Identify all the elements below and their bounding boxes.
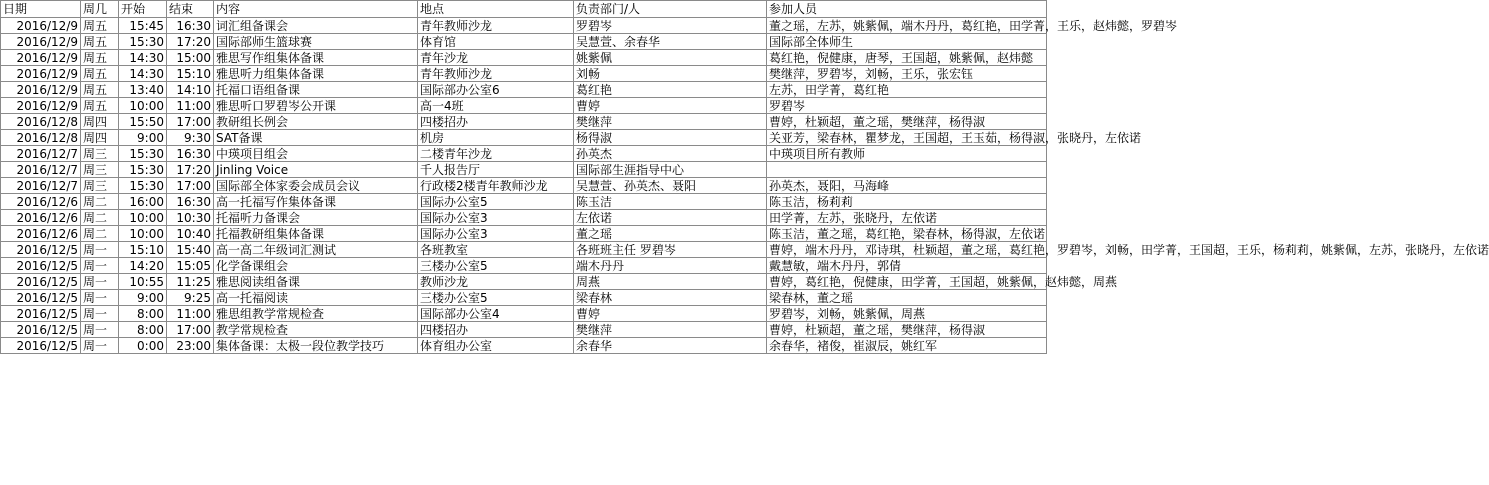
cell-attendees[interactable]: 梁春林，董之瑶: [767, 290, 1047, 306]
cell-start[interactable]: 15:50: [119, 114, 167, 130]
cell-content[interactable]: 中瑛项目组会: [214, 146, 418, 162]
cell-content[interactable]: 托福教研组集体备课: [214, 226, 418, 242]
cell-date[interactable]: 2016/12/5: [1, 338, 81, 354]
table-row: [1, 98, 1047, 114]
cell-owner[interactable]: 各班班主任 罗碧岑: [574, 242, 767, 258]
cell-date[interactable]: 2016/12/9: [1, 66, 81, 82]
cell-location[interactable]: 高一4班: [418, 98, 574, 114]
table-row: [1, 338, 1047, 354]
header-location[interactable]: 地点: [418, 1, 574, 18]
cell-date[interactable]: 2016/12/9: [1, 34, 81, 50]
cell-attendees[interactable]: 樊继萍，罗碧岑，刘畅，王乐，张宏钰: [767, 66, 1047, 82]
cell-start[interactable]: 9:00: [119, 290, 167, 306]
table-row: [1, 194, 1047, 210]
cell-start[interactable]: 10:55: [119, 274, 167, 290]
cell-location[interactable]: 国际办公室3: [418, 210, 574, 226]
cell-location[interactable]: 国际办公室3: [418, 226, 574, 242]
cell-end[interactable]: 17:20: [167, 34, 214, 50]
cell-weekday[interactable]: 周二: [81, 210, 119, 226]
cell-weekday[interactable]: 周四: [81, 114, 119, 130]
cell-start[interactable]: 16:00: [119, 194, 167, 210]
cell-location[interactable]: 千人报告厅: [418, 162, 574, 178]
cell-end[interactable]: 11:25: [167, 274, 214, 290]
cell-location[interactable]: 青年沙龙: [418, 50, 574, 66]
cell-content[interactable]: 雅思写作组集体备课: [214, 50, 418, 66]
table-row: [1, 130, 1047, 146]
cell-content[interactable]: 集体备课：太极一段位教学技巧: [214, 338, 418, 354]
cell-date[interactable]: 2016/12/5: [1, 290, 81, 306]
cell-location[interactable]: 二楼青年沙龙: [418, 146, 574, 162]
cell-attendees[interactable]: 罗碧岑，刘畅，姚紫佩，周燕: [767, 306, 1047, 322]
cell-weekday[interactable]: 周一: [81, 274, 119, 290]
cell-attendees[interactable]: 曹婷，端木丹丹，邓诗琪，杜颖超，董之瑶，葛红艳，罗碧岑，刘畅，田学菁，王国超，王乐，杨莉莉，姚紫佩，左苏，张晓丹，左依诺: [767, 242, 1047, 258]
cell-location[interactable]: 行政楼2楼青年教师沙龙: [418, 178, 574, 194]
cell-content[interactable]: 雅思阅读组备课: [214, 274, 418, 290]
cell-date[interactable]: 2016/12/5: [1, 322, 81, 338]
cell-location[interactable]: 青年教师沙龙: [418, 66, 574, 82]
cell-date[interactable]: 2016/12/5: [1, 258, 81, 274]
cell-content[interactable]: 雅思听口罗碧岑公开课: [214, 98, 418, 114]
cell-start[interactable]: 15:30: [119, 162, 167, 178]
cell-weekday[interactable]: 周五: [81, 66, 119, 82]
cell-end[interactable]: 9:25: [167, 290, 214, 306]
cell-start[interactable]: 14:30: [119, 50, 167, 66]
cell-content[interactable]: 高一托福写作集体备课: [214, 194, 418, 210]
cell-weekday[interactable]: 周三: [81, 178, 119, 194]
cell-location[interactable]: 各班教室: [418, 242, 574, 258]
cell-location[interactable]: 三楼办公室5: [418, 290, 574, 306]
cell-start[interactable]: 0:00: [119, 338, 167, 354]
cell-date[interactable]: 2016/12/9: [1, 50, 81, 66]
cell-date[interactable]: 2016/12/6: [1, 226, 81, 242]
cell-weekday[interactable]: 周五: [81, 34, 119, 50]
cell-location[interactable]: 机房: [418, 130, 574, 146]
cell-location[interactable]: 四楼招办: [418, 322, 574, 338]
cell-owner[interactable]: 曹婷: [574, 98, 767, 114]
cell-date[interactable]: 2016/12/6: [1, 194, 81, 210]
cell-end[interactable]: 15:40: [167, 242, 214, 258]
cell-owner[interactable]: 吴慧萱、孙英杰、聂阳: [574, 178, 767, 194]
cell-weekday[interactable]: 周四: [81, 130, 119, 146]
cell-end[interactable]: 16:30: [167, 18, 214, 34]
header-end[interactable]: 结束: [167, 1, 214, 18]
cell-start[interactable]: 10:00: [119, 210, 167, 226]
cell-start[interactable]: 15:10: [119, 242, 167, 258]
cell-owner[interactable]: 余春华: [574, 338, 767, 354]
cell-content[interactable]: 词汇组备课会: [214, 18, 418, 34]
cell-end[interactable]: 11:00: [167, 98, 214, 114]
table-row: [1, 226, 1047, 242]
cell-end[interactable]: 17:00: [167, 114, 214, 130]
cell-owner[interactable]: 刘畅: [574, 66, 767, 82]
cell-weekday[interactable]: 周一: [81, 322, 119, 338]
table-row: [1, 306, 1047, 322]
cell-date[interactable]: 2016/12/7: [1, 178, 81, 194]
cell-weekday[interactable]: 周一: [81, 258, 119, 274]
table-row: [1, 322, 1047, 338]
cell-location[interactable]: 体育馆: [418, 34, 574, 50]
cell-attendees[interactable]: 曹婷，葛红艳，倪健康，田学菁，王国超，姚紫佩，赵炜懿，周燕: [767, 274, 1047, 290]
cell-start[interactable]: 14:30: [119, 66, 167, 82]
table-row: [1, 114, 1047, 130]
cell-content[interactable]: SAT备课: [214, 130, 418, 146]
cell-end[interactable]: 9:30: [167, 130, 214, 146]
cell-date[interactable]: 2016/12/9: [1, 18, 81, 34]
cell-start[interactable]: 13:40: [119, 82, 167, 98]
cell-owner[interactable]: 梁春林: [574, 290, 767, 306]
cell-owner[interactable]: 樊继萍: [574, 322, 767, 338]
cell-start[interactable]: 8:00: [119, 306, 167, 322]
cell-content[interactable]: 雅思听力组集体备课: [214, 66, 418, 82]
cell-end[interactable]: 17:00: [167, 178, 214, 194]
cell-start[interactable]: 15:45: [119, 18, 167, 34]
header-weekday[interactable]: 周几: [81, 1, 119, 18]
cell-weekday[interactable]: 周一: [81, 290, 119, 306]
header-content[interactable]: 内容: [214, 1, 418, 18]
cell-end[interactable]: 17:20: [167, 162, 214, 178]
cell-end[interactable]: 10:30: [167, 210, 214, 226]
cell-location[interactable]: 国际办公室5: [418, 194, 574, 210]
cell-owner[interactable]: 国际部生涯指导中心: [574, 162, 767, 178]
cell-end[interactable]: 15:05: [167, 258, 214, 274]
header-date[interactable]: 日期: [1, 1, 81, 18]
cell-content[interactable]: 国际部师生篮球赛: [214, 34, 418, 50]
cell-content[interactable]: 化学备课组会: [214, 258, 418, 274]
cell-date[interactable]: 2016/12/9: [1, 82, 81, 98]
cell-date[interactable]: 2016/12/8: [1, 114, 81, 130]
table-row: [1, 290, 1047, 306]
table-row: [1, 162, 1047, 178]
cell-weekday[interactable]: 周五: [81, 18, 119, 34]
cell-owner[interactable]: 姚紫佩: [574, 50, 767, 66]
cell-owner[interactable]: 陈玉洁: [574, 194, 767, 210]
cell-owner[interactable]: 吴慧萱、余春华: [574, 34, 767, 50]
cell-location[interactable]: 体育组办公室: [418, 338, 574, 354]
cell-weekday[interactable]: 周一: [81, 242, 119, 258]
cell-content[interactable]: 托福听力备课会: [214, 210, 418, 226]
cell-attendees[interactable]: 左苏，田学菁，葛红艳: [767, 82, 1047, 98]
cell-attendees[interactable]: 国际部全体师生: [767, 34, 1047, 50]
cell-attendees[interactable]: 罗碧岑: [767, 98, 1047, 114]
cell-owner[interactable]: 葛红艳: [574, 82, 767, 98]
table-row: [1, 66, 1047, 82]
cell-owner[interactable]: 端木丹丹: [574, 258, 767, 274]
cell-start[interactable]: 10:00: [119, 226, 167, 242]
table-row: [1, 242, 1047, 258]
cell-weekday[interactable]: 周五: [81, 98, 119, 114]
cell-weekday[interactable]: 周五: [81, 50, 119, 66]
cell-attendees[interactable]: 董之瑶，左苏，姚紫佩，端木丹丹，葛红艳，田学菁，王乐，赵炜懿，罗碧岑: [767, 18, 1047, 34]
cell-location[interactable]: 青年教师沙龙: [418, 18, 574, 34]
cell-start[interactable]: 15:30: [119, 178, 167, 194]
cell-date[interactable]: 2016/12/5: [1, 274, 81, 290]
cell-owner[interactable]: 樊继萍: [574, 114, 767, 130]
cell-attendees[interactable]: 中瑛项目所有教师: [767, 146, 1047, 162]
cell-start[interactable]: 14:20: [119, 258, 167, 274]
cell-owner[interactable]: 曹婷: [574, 306, 767, 322]
cell-end[interactable]: 16:30: [167, 146, 214, 162]
table-row: [1, 178, 1047, 194]
cell-attendees[interactable]: 余春华，褚俊，崔淑辰，姚红军: [767, 338, 1047, 354]
cell-content[interactable]: 雅思组教学常规检查: [214, 306, 418, 322]
cell-end[interactable]: 16:30: [167, 194, 214, 210]
cell-date[interactable]: 2016/12/5: [1, 242, 81, 258]
table-row: [1, 274, 1047, 290]
cell-start[interactable]: 9:00: [119, 130, 167, 146]
cell-attendees[interactable]: 曹婷，杜颖超，董之瑶，樊继萍，杨得淑: [767, 322, 1047, 338]
cell-owner[interactable]: 杨得淑: [574, 130, 767, 146]
cell-end[interactable]: 15:00: [167, 50, 214, 66]
cell-location[interactable]: 国际部办公室4: [418, 306, 574, 322]
cell-location[interactable]: 四楼招办: [418, 114, 574, 130]
table-row: [1, 210, 1047, 226]
table-row: [1, 50, 1047, 66]
cell-attendees[interactable]: 陈玉洁，董之瑶，葛红艳，梁春林，杨得淑，左依诺: [767, 226, 1047, 242]
cell-weekday[interactable]: 周二: [81, 226, 119, 242]
cell-content[interactable]: Jinling Voice: [214, 162, 418, 178]
cell-start[interactable]: 15:30: [119, 34, 167, 50]
cell-content[interactable]: 托福口语组备课: [214, 82, 418, 98]
cell-attendees[interactable]: 曹婷，杜颖超，董之瑶，樊继萍，杨得淑: [767, 114, 1047, 130]
cell-date[interactable]: 2016/12/5: [1, 306, 81, 322]
cell-end[interactable]: 15:10: [167, 66, 214, 82]
cell-weekday[interactable]: 周一: [81, 306, 119, 322]
cell-attendees[interactable]: 葛红艳，倪健康，唐琴，王国超，姚紫佩，赵炜懿: [767, 50, 1047, 66]
cell-start[interactable]: 8:00: [119, 322, 167, 338]
cell-end[interactable]: 10:40: [167, 226, 214, 242]
cell-content[interactable]: 国际部全体家委会成员会议: [214, 178, 418, 194]
cell-end[interactable]: 23:00: [167, 338, 214, 354]
cell-content[interactable]: 高一托福阅读: [214, 290, 418, 306]
cell-attendees[interactable]: 戴慧敏，端木丹丹，郭倩: [767, 258, 1047, 274]
cell-content[interactable]: 教学常规检查: [214, 322, 418, 338]
cell-location[interactable]: 国际部办公室6: [418, 82, 574, 98]
cell-end[interactable]: 11:00: [167, 306, 214, 322]
table-row: [1, 258, 1047, 274]
cell-attendees[interactable]: [767, 162, 1047, 178]
cell-owner[interactable]: 周燕: [574, 274, 767, 290]
cell-weekday[interactable]: 周三: [81, 146, 119, 162]
cell-owner[interactable]: 左依诺: [574, 210, 767, 226]
table-row: [1, 82, 1047, 98]
cell-attendees[interactable]: 孙英杰，聂阳，马海峰: [767, 178, 1047, 194]
cell-weekday[interactable]: 周五: [81, 82, 119, 98]
cell-weekday[interactable]: 周二: [81, 194, 119, 210]
table-row: [1, 146, 1047, 162]
cell-location[interactable]: 三楼办公室5: [418, 258, 574, 274]
cell-weekday[interactable]: 周一: [81, 338, 119, 354]
header-attendees[interactable]: 参加人员: [767, 1, 1047, 18]
cell-attendees[interactable]: 关亚芳，梁春林，瞿梦龙，王国超，王玉茹，杨得淑，张晓丹，左依诺: [767, 130, 1047, 146]
header-row: [1, 1, 1047, 18]
cell-owner[interactable]: 董之瑶: [574, 226, 767, 242]
cell-start[interactable]: 10:00: [119, 98, 167, 114]
cell-date[interactable]: 2016/12/7: [1, 146, 81, 162]
cell-date[interactable]: 2016/12/8: [1, 130, 81, 146]
table-row: [1, 34, 1047, 50]
cell-content[interactable]: 教研组长例会: [214, 114, 418, 130]
cell-end[interactable]: 17:00: [167, 322, 214, 338]
header-start[interactable]: 开始: [119, 1, 167, 18]
cell-attendees[interactable]: 陈玉洁，杨莉莉: [767, 194, 1047, 210]
table-row: [1, 18, 1047, 34]
cell-date[interactable]: 2016/12/6: [1, 210, 81, 226]
cell-start[interactable]: 15:30: [119, 146, 167, 162]
cell-content[interactable]: 高一高二年级词汇测试: [214, 242, 418, 258]
cell-owner[interactable]: 罗碧岑: [574, 18, 767, 34]
cell-weekday[interactable]: 周三: [81, 162, 119, 178]
cell-location[interactable]: 教师沙龙: [418, 274, 574, 290]
cell-date[interactable]: 2016/12/9: [1, 98, 81, 114]
cell-end[interactable]: 14:10: [167, 82, 214, 98]
header-owner[interactable]: 负责部门/人: [574, 1, 767, 18]
cell-date[interactable]: 2016/12/7: [1, 162, 81, 178]
cell-owner[interactable]: 孙英杰: [574, 146, 767, 162]
cell-attendees[interactable]: 田学菁，左苏，张晓丹，左依诺: [767, 210, 1047, 226]
